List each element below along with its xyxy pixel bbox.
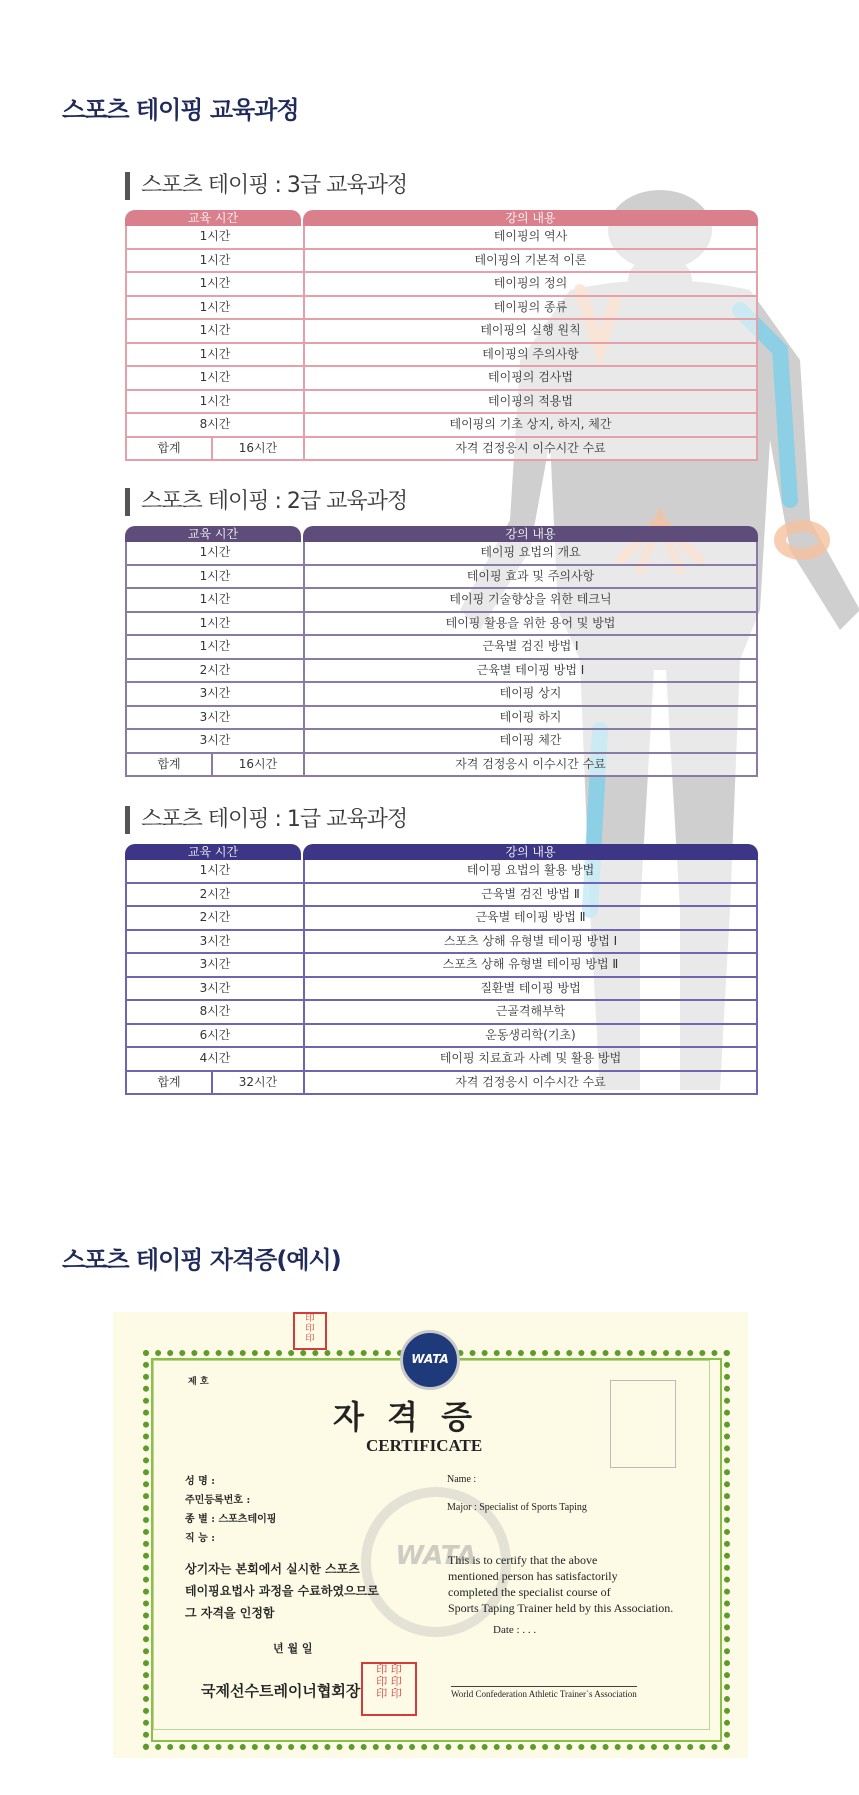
field-registration-number: 주민등록번호 : <box>185 1495 251 1506</box>
table-header-content: 강의 내용 <box>303 526 758 542</box>
table-row: 1시간 테이핑 요법의 활용 방법 <box>125 860 758 884</box>
table-row: 1시간 테이핑의 종류 <box>125 297 758 321</box>
table-row: 1시간 테이핑 요법의 개요 <box>125 542 758 566</box>
certificate-number-label: 제 호 <box>188 1377 209 1387</box>
table-row: 1시간 테이핑의 주의사항 <box>125 344 758 368</box>
table-row: 1시간 테이핑 활용을 위한 용어 및 방법 <box>125 613 758 637</box>
table-total-row: 합계 16시간 자격 검정응시 이수시간 수료 <box>125 754 758 778</box>
course-2nd-title: 스포츠 테이핑 : 2급 교육과정 <box>125 488 758 516</box>
certificate-section-title: 스포츠 테이핑 자격증(예시) <box>62 1246 341 1274</box>
course-1st-table <box>125 844 758 1095</box>
table-total-row: 합계 32시간 자격 검정응시 이수시간 수료 <box>125 1072 758 1096</box>
certificate-issuer-ko: 국제선수트레이너협회장 <box>201 1682 361 1700</box>
table-total-row: 합계 16시간 자격 검정응시 이수시간 수료 <box>125 438 758 462</box>
watermark-logo: WATA <box>361 1487 511 1637</box>
table-row: 1시간 테이핑의 역사 <box>125 226 758 250</box>
certificate-body-en: This is to certify that the above mentioned person has satisfactorily completed the specialist course of Sports Taping Trainer held by this Association. <box>448 1553 674 1615</box>
table-row: 1시간 테이핑의 검사법 <box>125 367 758 391</box>
table-header-time: 교육 시간 <box>125 526 301 542</box>
table-row: 3시간 스포츠 상해 유형별 테이핑 방법 Ⅱ <box>125 954 758 978</box>
certificate-title-ko: 자 격 증 <box>333 1398 479 1436</box>
course-1st-grade <box>125 806 758 1095</box>
field-function: 직 능 : <box>185 1533 215 1544</box>
course-1st-title: 스포츠 테이핑 : 1급 교육과정 <box>125 806 758 834</box>
table-header-time: 교육 시간 <box>125 210 301 226</box>
table-row: 6시간 운동생리학(기초) <box>125 1025 758 1049</box>
table-header-content: 강의 내용 <box>303 844 758 860</box>
table-row: 4시간 테이핑 치료효과 사례 및 활용 방법 <box>125 1048 758 1072</box>
table-row: 3시간 테이핑 하지 <box>125 707 758 731</box>
table-row: 3시간 테이핑 체간 <box>125 730 758 754</box>
table-row: 8시간 근골격해부학 <box>125 1001 758 1025</box>
table-row: 2시간 근육별 테이핑 방법 Ⅱ <box>125 907 758 931</box>
certificate-title-en: CERTIFICATE <box>366 1436 483 1455</box>
table-row: 3시간 테이핑 상지 <box>125 683 758 707</box>
table-row: 1시간 테이핑의 적용법 <box>125 391 758 415</box>
table-row: 1시간 근육별 검진 방법 Ⅰ <box>125 636 758 660</box>
table-row: 2시간 근육별 검진 방법 Ⅱ <box>125 884 758 908</box>
table-row: 1시간 테이핑의 기본적 이론 <box>125 250 758 274</box>
table-row: 3시간 질환별 테이핑 방법 <box>125 978 758 1002</box>
table-row: 8시간 테이핑의 기초 상지, 하지, 체간 <box>125 414 758 438</box>
certificate-date-ko: 년 월 일 <box>273 1642 313 1655</box>
certificate-issuer-en: World Confederation Athletic Trainer`s Association <box>451 1686 637 1699</box>
field-category: 종 별 : 스포츠테이핑 <box>185 1514 277 1525</box>
table-row: 1시간 테이핑의 실행 원칙 <box>125 320 758 344</box>
table-header-content: 강의 내용 <box>303 210 758 226</box>
table-row: 3시간 스포츠 상해 유형별 테이핑 방법 Ⅰ <box>125 931 758 955</box>
curriculum-section-title: 스포츠 테이핑 교육과정 <box>62 96 299 124</box>
red-seal-top: 印 印 印 <box>293 1312 327 1350</box>
table-row: 1시간 테이핑의 정의 <box>125 273 758 297</box>
certificate-image <box>113 1312 748 1758</box>
table-row: 1시간 테이핑 기술향상을 위한 테크닉 <box>125 589 758 613</box>
course-2nd-grade <box>125 488 758 777</box>
field-name: 성 명 : <box>185 1476 215 1487</box>
course-3rd-table <box>125 210 758 461</box>
wata-logo: WATA <box>400 1330 460 1390</box>
table-row: 1시간 테이핑 효과 및 주의사항 <box>125 566 758 590</box>
table-row: 2시간 근육별 테이핑 방법 Ⅰ <box>125 660 758 684</box>
course-2nd-table <box>125 526 758 777</box>
red-seal-signature: 印 印 印 印 印 印 <box>361 1662 417 1716</box>
table-header-time: 교육 시간 <box>125 844 301 860</box>
course-3rd-grade <box>125 172 758 461</box>
certificate-body-ko: 상기자는 본회에서 실시한 스포츠 테이핑요법사 과정을 수료하였으므로 그 자격을 인정함 <box>185 1562 379 1620</box>
photo-box <box>610 1380 676 1468</box>
certificate-date-en: Date : . . . <box>493 1624 537 1636</box>
field-major-en: Major : Specialist of Sports Taping <box>447 1502 587 1513</box>
field-name-en: Name : <box>447 1474 477 1485</box>
course-3rd-title: 스포츠 테이핑 : 3급 교육과정 <box>125 172 758 200</box>
